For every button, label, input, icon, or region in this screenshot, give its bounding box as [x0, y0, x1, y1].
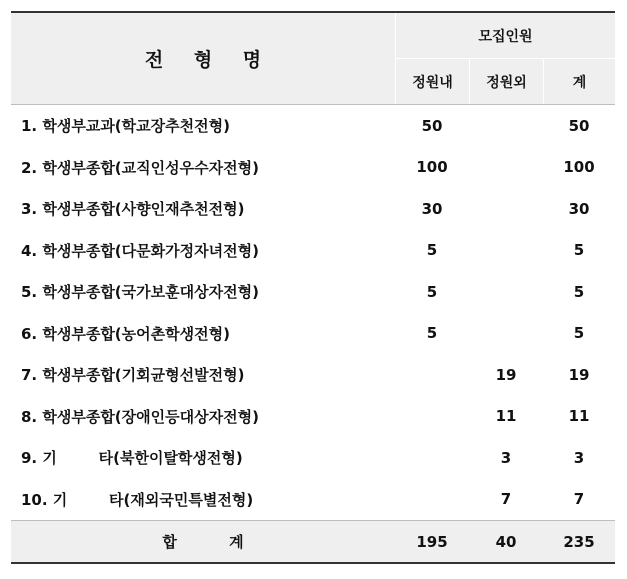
header-col-out: 정원외 — [469, 59, 543, 104]
table-body — [11, 105, 615, 520]
row-total: 11 — [568, 407, 590, 426]
row-in — [395, 479, 469, 521]
header-group: 모집인원 — [395, 13, 615, 59]
table-header — [11, 13, 615, 105]
row-in — [395, 354, 469, 396]
row-name: 6. 학생부종합(농어촌학생전형) — [21, 324, 230, 343]
table-row — [11, 271, 615, 313]
table-row — [11, 313, 615, 355]
row-in: 5 — [426, 241, 438, 260]
row-in — [395, 396, 469, 438]
total-row — [11, 520, 615, 562]
total-total: 235 — [563, 532, 595, 551]
row-total: 5 — [573, 241, 585, 260]
row-out: 19 — [495, 365, 517, 384]
row-name: 3. 학생부종합(사향인재추천전형) — [21, 200, 245, 219]
row-total: 30 — [568, 199, 590, 218]
row-out — [469, 147, 543, 189]
table-bottom-rule — [11, 562, 615, 564]
table-row — [11, 147, 615, 189]
row-name: 4. 학생부종합(다문화가정자녀전형) — [21, 241, 259, 260]
row-total: 19 — [568, 365, 590, 384]
row-out — [469, 230, 543, 272]
header-col-total: 계 — [543, 59, 615, 104]
row-name: 8. 학생부종합(장애인등대상자전형) — [21, 407, 259, 426]
total-label: 합 계 — [162, 533, 244, 551]
table-row — [11, 105, 615, 147]
row-total: 5 — [573, 282, 585, 301]
row-name: 10. 기 타(재외국민특별전형) — [21, 490, 254, 509]
table-row — [11, 230, 615, 272]
total-out: 40 — [495, 532, 517, 551]
row-total: 3 — [573, 448, 585, 467]
row-total: 100 — [563, 158, 595, 177]
row-name: 5. 학생부종합(국가보훈대상자전형) — [21, 283, 259, 302]
row-out — [469, 105, 543, 147]
header-title: 전 형 명 — [144, 49, 274, 71]
row-name: 9. 기 타(북한이탈학생전형) — [21, 449, 243, 468]
table-row — [11, 479, 615, 521]
row-out — [469, 188, 543, 230]
row-name: 2. 학생부종합(교직인성우수자전형) — [21, 158, 259, 177]
row-out — [469, 313, 543, 355]
header-col-in: 정원내 — [395, 59, 469, 104]
row-name: 1. 학생부교과(학교장추천전형) — [21, 117, 230, 136]
table-row — [11, 396, 615, 438]
row-in: 100 — [416, 158, 448, 177]
row-out — [469, 271, 543, 313]
table-row — [11, 437, 615, 479]
row-total: 7 — [573, 490, 585, 509]
row-name: 7. 학생부종합(기회균형선발전형) — [21, 366, 245, 385]
table-row — [11, 188, 615, 230]
row-in: 30 — [421, 199, 443, 218]
row-out: 11 — [495, 407, 517, 426]
row-total: 5 — [573, 324, 585, 343]
row-out: 7 — [500, 490, 512, 509]
row-in: 50 — [421, 116, 443, 135]
table-row — [11, 354, 615, 396]
row-in — [395, 437, 469, 479]
row-total: 50 — [568, 116, 590, 135]
row-in: 5 — [426, 324, 438, 343]
row-out: 3 — [500, 448, 512, 467]
admissions-table — [11, 11, 615, 564]
row-in: 5 — [426, 282, 438, 301]
total-in: 195 — [416, 532, 448, 551]
